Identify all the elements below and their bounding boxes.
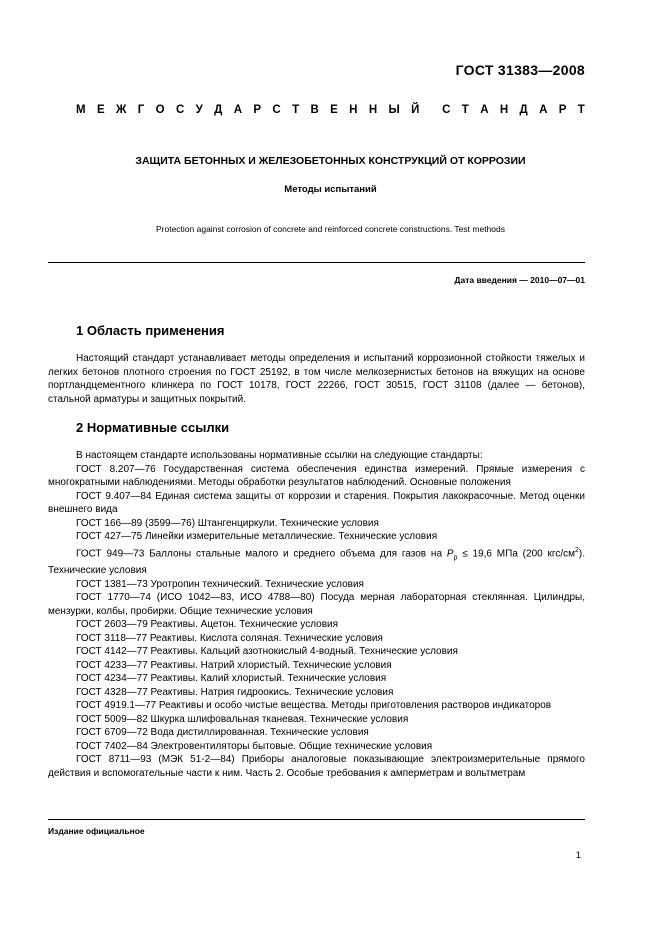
banner-letter: Н — [349, 104, 358, 116]
reference-item: ГОСТ 4142—77 Реактивы. Кальций азотнокислый 4-водный. Технические условия — [76, 646, 458, 658]
reference-item-949 — [48, 544, 585, 578]
pressure-symbol: P — [446, 547, 454, 559]
interstate-standard-banner — [76, 104, 585, 116]
banner-letter: Р — [253, 104, 262, 116]
unit-superscript: 2 — [574, 546, 579, 554]
section-2-heading: 2 Нормативные ссылки — [76, 420, 230, 435]
standard-number: ГОСТ 31383—2008 — [455, 62, 585, 78]
banner-letter: В — [310, 104, 319, 116]
banner-letter: Ы — [388, 104, 400, 116]
banner-letter: Е — [330, 104, 338, 116]
ref-949-before: ГОСТ 949—73 Баллоны стальные малого и среднего объема для газов на — [76, 547, 447, 559]
official-edition-label: Издание официальное — [48, 826, 145, 836]
banner-letter: Й — [411, 104, 420, 116]
section-1-paragraph: Настоящий стандарт устанавливает методы определения и испытаний коррозионной стойкости тяжелых и легких бетонов плотного строения по ГОСТ 25192, в том числе мелкозернистых бетонов на вяжущих на основе портландцементного клинкера по ГОСТ 10178, ГОСТ 22266, ГОСТ 30515, ГОСТ 31108 (далее — бетонов), стальной арматуры и защитных покрытий. — [48, 353, 585, 405]
banner-letter: Н — [368, 104, 378, 116]
banner-letter: С — [442, 104, 451, 116]
reference-item: ГОСТ 4233—77 Реактивы. Натрий хлористый. Технические условия — [76, 659, 392, 671]
banner-letter: С — [175, 104, 185, 116]
footer-divider — [48, 819, 585, 820]
reference-item: ГОСТ 5009—82 Шкурка шлифовальная тканевая. Технические условия — [76, 713, 409, 725]
reference-item: ГОСТ 427—75 Линейки измерительные металлические. Технические условия — [76, 531, 438, 542]
document-title: ЗАЩИТА БЕТОННЫХ И ЖЕЛЕЗОБЕТОННЫХ КОНСТРУКЦИЙ ОТ КОРРОЗИИ — [135, 155, 526, 167]
reference-item: ГОСТ 4919.1—77 Реактивы и особо чистые вещества. Методы приготовления растворов индикаторов — [76, 700, 552, 712]
section-1-heading: 1 Область применения — [76, 323, 225, 338]
banner-letter: Д — [519, 104, 528, 116]
reference-item: ГОСТ 4328—77 Реактивы. Натрия гидроокись. Технические условия — [76, 686, 394, 698]
document-subtitle: Методы испытаний — [284, 184, 377, 195]
reference-item: ГОСТ 9.407—84 Единая система защиты от коррозии и старения. Покрытия лакокрасочные. Метод оценки внешнего вида — [48, 490, 585, 515]
banner-letter: М — [76, 104, 86, 116]
banner-letter: Р — [558, 104, 567, 116]
reference-item: ГОСТ 3118—77 Реактивы. Кислота соляная. Технические условия — [76, 632, 383, 644]
pressure-subscript: р — [453, 553, 458, 561]
banner-letter: А — [480, 104, 489, 116]
ref-949-end: ). Технические условия — [48, 547, 585, 577]
banner-letter: Ж — [115, 104, 127, 116]
reference-item: ГОСТ 2603—79 Реактивы. Ацетон. Технические условия — [76, 619, 339, 631]
banner-letter: У — [195, 104, 203, 116]
reference-item: ГОСТ 6709—72 Вода дистиллированная. Технические условия — [76, 727, 369, 739]
header-divider — [48, 262, 585, 263]
banner-letter: Т — [292, 104, 300, 116]
banner-letter: О — [155, 104, 165, 116]
banner-letter: Д — [214, 104, 223, 116]
banner-letter: А — [539, 104, 548, 116]
section-1-body — [48, 352, 585, 406]
banner-letter: Г — [137, 104, 145, 116]
banner-letter: Е — [96, 104, 105, 116]
banner-letter: С — [272, 104, 281, 116]
banner-letter: Т — [461, 104, 469, 116]
english-title: Protection against corrosion of concrete and reinforced concrete constructions. Test methods — [155, 224, 505, 234]
reference-item: ГОСТ 166—89 (3599—76) Штангенциркули. Технические условия — [76, 517, 379, 529]
reference-item: ГОСТ 1381—73 Уротропин технический. Технические условия — [76, 578, 364, 590]
banner-letter: Н — [499, 104, 509, 116]
ref-949-after: ≤ 19,6 МПа (200 кгс/см — [457, 547, 575, 559]
reference-item: ГОСТ 7402—84 Электровентиляторы бытовые. Общие технические условия — [76, 740, 433, 752]
banner-letter: Т — [577, 104, 585, 116]
reference-item: ГОСТ 8.207—76 Государственная система обеспечения единства измерений. Прямые измерения с многократными наблюдениями. Методы обработки результатов наблюдений. Основные положения — [48, 463, 585, 488]
banner-letter: А — [233, 104, 243, 116]
section-2-body — [48, 449, 585, 780]
section-2-intro: В настоящем стандарте использованы нормативные ссылки на следующие стандарты: — [76, 450, 483, 461]
introduction-date: Дата введения — 2010—07—01 — [454, 275, 585, 285]
page-number: 1 — [575, 850, 581, 861]
reference-item: ГОСТ 1770—74 (ИСО 1042—83, ИСО 4788—80) Посуда мерная лабораторная стеклянная. Цилиндры, мензурки, колбы, пробирки. Общие технические условия — [48, 592, 585, 617]
reference-item: ГОСТ 4234—77 Реактивы. Калий хлористый. Технические условия — [76, 673, 387, 685]
reference-item: ГОСТ 8711—93 (МЭК 51-2—84) Приборы аналоговые показывающие электроизмерительные прямого действия и вспомогательные части к ним. Часть 2. Особые требования к амперметрам и вольтметрам — [48, 754, 585, 779]
